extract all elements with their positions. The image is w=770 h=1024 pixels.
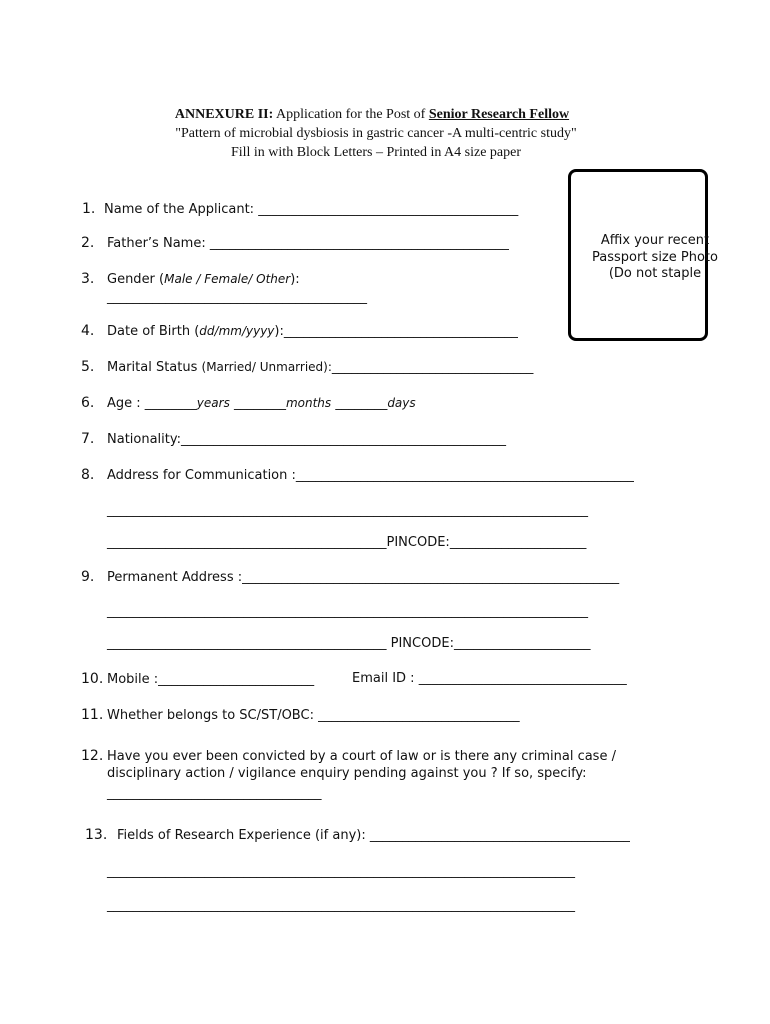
name-label: Name of the Applicant: (104, 202, 255, 217)
field-email (352, 671, 627, 687)
category-label: Whether belongs to SC/ST/OBC: (107, 708, 314, 723)
perm-address-line-3 (107, 636, 590, 652)
gender-input[interactable]: ________________________________________ (107, 290, 367, 305)
name-input[interactable]: ________________________________________ (258, 202, 519, 217)
field-age: 6. Age : ________years ________months ________days (81, 395, 416, 411)
research-line-3[interactable]: ________________________________________________________________________ (107, 898, 575, 913)
gender-label: Gender ( (107, 272, 165, 287)
age-months-input[interactable]: ________ (233, 396, 286, 411)
perm-address-label: Permanent Address : (107, 570, 243, 585)
field-research-experience: 13. Fields of Research Experience (if any): ________________________________________ (85, 827, 630, 843)
age-years-input[interactable]: ________ (144, 396, 197, 411)
field-dob: 4. Date of Birth (dd/mm/yyyy):____________________________________ (81, 323, 518, 339)
years-label: years (196, 396, 230, 410)
field-nationality: 7. Nationality:__________________________________________________ (81, 431, 507, 447)
nationality-input[interactable]: __________________________________________________ (181, 432, 507, 447)
post-title: Senior Research Fellow (428, 107, 570, 122)
perm-pincode-input[interactable]: _____________________ (453, 636, 591, 651)
comm-pincode-input[interactable]: _____________________ (449, 535, 587, 550)
comm-address-input[interactable]: ____________________________________________________ (295, 468, 634, 483)
field-marital-status: 5. Marital Status (Married/ Unmarried):_______________________________ (81, 359, 534, 375)
email-input[interactable]: ________________________________ (418, 671, 627, 686)
email-label: Email ID : (352, 671, 415, 686)
dob-input[interactable]: ____________________________________ (283, 324, 518, 339)
days-label: days (387, 396, 416, 410)
field-mobile-email: 10. Mobile :________________________ (81, 671, 315, 687)
conviction-question-line-1: Have you ever been convicted by a court of law or is there any criminal case / (107, 749, 616, 764)
perm-address-line-3-input[interactable]: ___________________________________________ (107, 636, 387, 651)
comm-address-line-3-input[interactable]: ___________________________________________ (107, 535, 387, 550)
age-label: Age : (107, 396, 141, 411)
perm-address-line-2[interactable]: __________________________________________________________________________ (107, 604, 588, 619)
comm-address-line-3 (107, 535, 586, 551)
research-label: Fields of Research Experience (if any): (117, 828, 366, 843)
study-title: "Pattern of microbial dysbiosis in gastric cancer -A multi-centric study" (175, 126, 577, 141)
mobile-label: Mobile : (107, 672, 159, 687)
comm-pincode-label: PINCODE: (386, 535, 450, 550)
field-permanent-address: 9. Permanent Address :__________________________________________________________ (81, 569, 620, 585)
mobile-input[interactable]: ________________________ (158, 672, 315, 687)
gender-hint: Male / Female/ Other (164, 272, 291, 286)
post-prefix: Application for the Post of (276, 107, 426, 122)
category-input[interactable]: _______________________________ (318, 708, 520, 723)
dob-label: Date of Birth ( (107, 324, 200, 339)
marital-input[interactable]: _______________________________ (331, 360, 534, 375)
months-label: months (285, 396, 332, 410)
research-line-2[interactable]: ________________________________________________________________________ (107, 864, 575, 879)
photo-instructions (575, 233, 735, 283)
marital-hint: (Married/ Unmarried): (201, 360, 332, 374)
nationality-label: Nationality: (107, 432, 182, 447)
comm-address-line-2[interactable]: __________________________________________________________________________ (107, 503, 588, 518)
field-comm-address: 8. Address for Communication :____________________________________________________ (81, 467, 634, 483)
conviction-question-line-2: disciplinary action / vigilance enquiry pending against you ? If so, specify: (107, 766, 587, 781)
photo-line-3: (Do not staple (608, 266, 702, 281)
instructions: Fill in with Block Letters – Printed in A4 size paper (230, 145, 522, 160)
dob-hint: dd/mm/yyyy (199, 324, 275, 338)
form-header-title (0, 107, 757, 123)
field-father-name: 2. Father’s Name: ______________________________________________ (81, 235, 509, 251)
field-name: 1. Name of the Applicant: ________________________________________ (82, 201, 519, 217)
marital-label: Marital Status (107, 360, 198, 375)
father-name-input[interactable]: ______________________________________________ (209, 236, 509, 251)
photo-line-2: Passport size Photo (592, 249, 718, 265)
photo-line-1: Affix your recent (600, 233, 710, 248)
field-gender: 3. Gender (Male / Female/ Other): (81, 271, 300, 287)
perm-pincode-label: PINCODE: (386, 636, 454, 651)
perm-address-input[interactable]: __________________________________________________________ (242, 570, 620, 585)
conviction-input[interactable]: _________________________________ (107, 786, 322, 801)
comm-address-label: Address for Communication : (107, 468, 296, 483)
age-days-input[interactable]: ________ (335, 396, 388, 411)
annexure-label: ANNEXURE II: (174, 107, 274, 122)
field-category: 11. Whether belongs to SC/ST/OBC: _______________________________ (81, 707, 520, 723)
research-input[interactable]: ________________________________________ (369, 828, 630, 843)
field-conviction: 12. Have you ever been convicted by a court of law or is there any criminal case / (81, 748, 616, 764)
father-name-label: Father’s Name: (107, 236, 206, 251)
